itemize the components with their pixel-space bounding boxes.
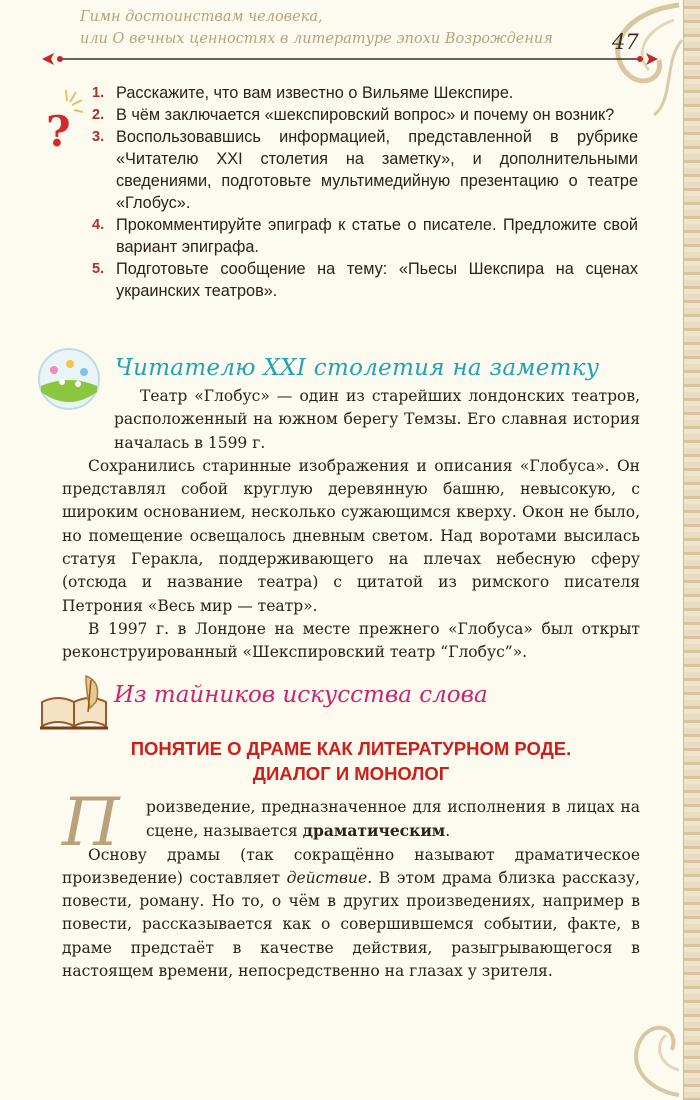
paragraph: Театр «Глобус» — один из старейших лондонских театров, расположенный на южном берегу Темзы. Его славная история началась в 1599 г. [114,387,640,452]
question-number: 1. [92,85,105,101]
question-number: 3. [92,129,105,145]
question-text: Прокомментируйте эпиграф к статье о писателе. Предложите свой вариант эпиграфа. [116,216,638,256]
questions-list [90,82,638,302]
term-bold: драматическим [302,821,446,841]
header-divider [40,48,660,70]
topic-heading [62,736,640,786]
question-item [90,126,638,214]
corner-swirl-ornament [554,990,684,1100]
text-run: . В этом драма близка рассказу, повести, роману. Но то, о чём в других произведениях, например в повести, рассказывается как о совершившемся событии, факте, в драме предстаёт в качестве действия, разыгрывающегося в настоящем времени, непосредственно на глазах у зрителя. [62,868,640,981]
question-text: В чём заключается «шекспировский вопрос» и почему он возник? [116,106,615,124]
page-number: 47 [612,30,639,54]
section-art-body [62,796,640,983]
book-quill-icon [36,672,116,736]
question-item [90,214,638,258]
section-title-art: Из тайников искусства слова [114,682,488,708]
term-italic: действие [286,868,368,887]
question-item [90,82,638,104]
question-text: Подготовьте сообщение на тему: «Пьесы Шекспира на сценах украинских театров». [116,260,638,300]
section-note-body [62,385,640,665]
drop-cap: П [62,784,120,861]
paragraph [62,796,640,844]
question-number: 5. [92,261,105,277]
paragraph: В 1997 г. в Лондоне на месте прежнего «Глобуса» был открыт реконструированный «Шекспировский театр “Глобус”». [62,619,640,662]
topic-heading-line: ДИАЛОГ И МОНОЛОГ [252,763,450,784]
page-border-ornament [683,0,700,1100]
running-title [80,6,560,50]
text-run: роизведение, предназначенное для исполнения в лицах на сцене, называется [146,798,640,841]
svg-text:?: ? [46,107,71,156]
section-title-note: Читателю XXI столетия на заметку [115,355,600,381]
question-item [90,258,638,302]
question-item [90,104,638,126]
question-number: 4. [92,217,105,233]
question-text: Воспользовавшись информацией, представленной в рубрике «Читателю XXI столетия на заметку», и дополнительными сведениями, подготовьте мультимедийную презентацию о театре «Глобус». [116,128,638,212]
running-title-line: Гимн достоинствам человека, [80,9,323,25]
text-run: Основу драмы (так сокращённо называют драматическое произведение) составляет [62,845,640,887]
question-mark-icon [44,88,84,158]
paragraph [62,844,640,984]
paragraph: Сохранились старинные изображения и описания «Глобуса». Он представлял собой круглую деревянную башню, невысокую, с широким основанием, несколько сужающимся кверху. Окон не было, но помещение освещалось дневным светом. Над воротами высилась статуя Геракла, поддерживающего на плечах небесную сферу (отсюда и название театра) с цитатой из римского писателя Петрония «Весь мир — театр». [62,456,640,615]
question-number: 2. [92,107,105,123]
topic-heading-line: ПОНЯТИЕ О ДРАМЕ КАК ЛИТЕРАТУРНОМ РОДЕ. [130,738,572,759]
question-text: Расскажите, что вам известно о Вильяме Шекспире. [116,84,514,102]
running-title-line: или О вечных ценностях в литературе эпохи Возрождения [80,31,553,47]
text-run: . [445,822,451,841]
